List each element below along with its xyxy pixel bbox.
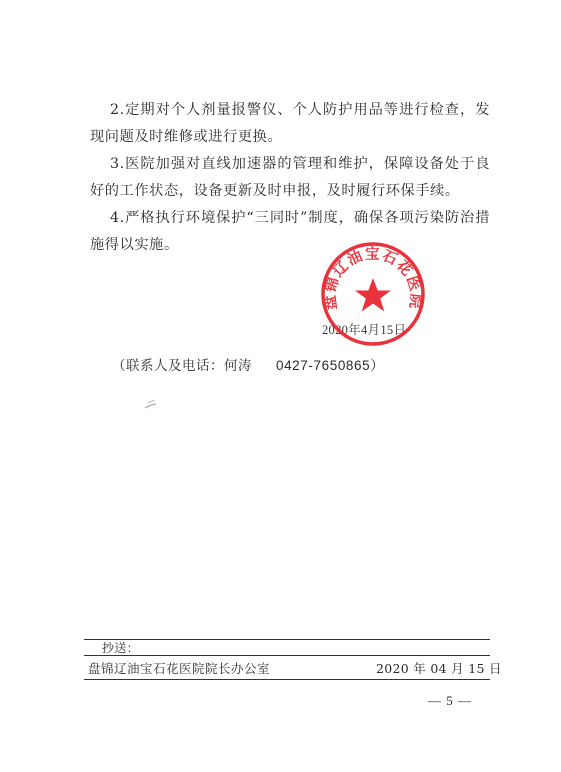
- paragraph-item-2: 2.定期对个人剂量报警仪、个人防护用品等进行检查，发现问题及时维修或进行更换。: [90, 102, 490, 145]
- contact-label: （联系人及电话：何涛: [112, 358, 252, 374]
- cc-label: 抄送：: [102, 641, 140, 655]
- page-number: — 5 —: [428, 693, 472, 708]
- paragraph-item-4: 4.严格执行环境保护“三同时”制度，确保各项污染防治措施得以实施。: [90, 210, 490, 253]
- paragraph-item-3: 3.医院加强对直线加速器的管理和维护，保障设备处于良好的工作状态，设备更新及时申报，及时履行环保手续。: [90, 156, 490, 199]
- pen-mark: [142, 396, 162, 412]
- footer-rule-middle: [84, 655, 490, 656]
- contact-phone: 0427-7650865）: [275, 358, 385, 373]
- hospital-seal-stamp: [318, 241, 428, 347]
- signature-date: 2020年4月15日: [322, 323, 407, 337]
- issue-date: 2020 年 04 月 15 日: [376, 661, 502, 676]
- contact-line: [112, 354, 384, 374]
- issuing-office: 盘锦辽油宝石花医院院长办公室: [88, 661, 271, 676]
- svg-text:盘锦辽油宝石花医院: 盘锦辽油宝石花医院: [322, 246, 424, 311]
- footer-rule-top: [84, 639, 490, 640]
- footer-rule-bottom: [84, 679, 490, 680]
